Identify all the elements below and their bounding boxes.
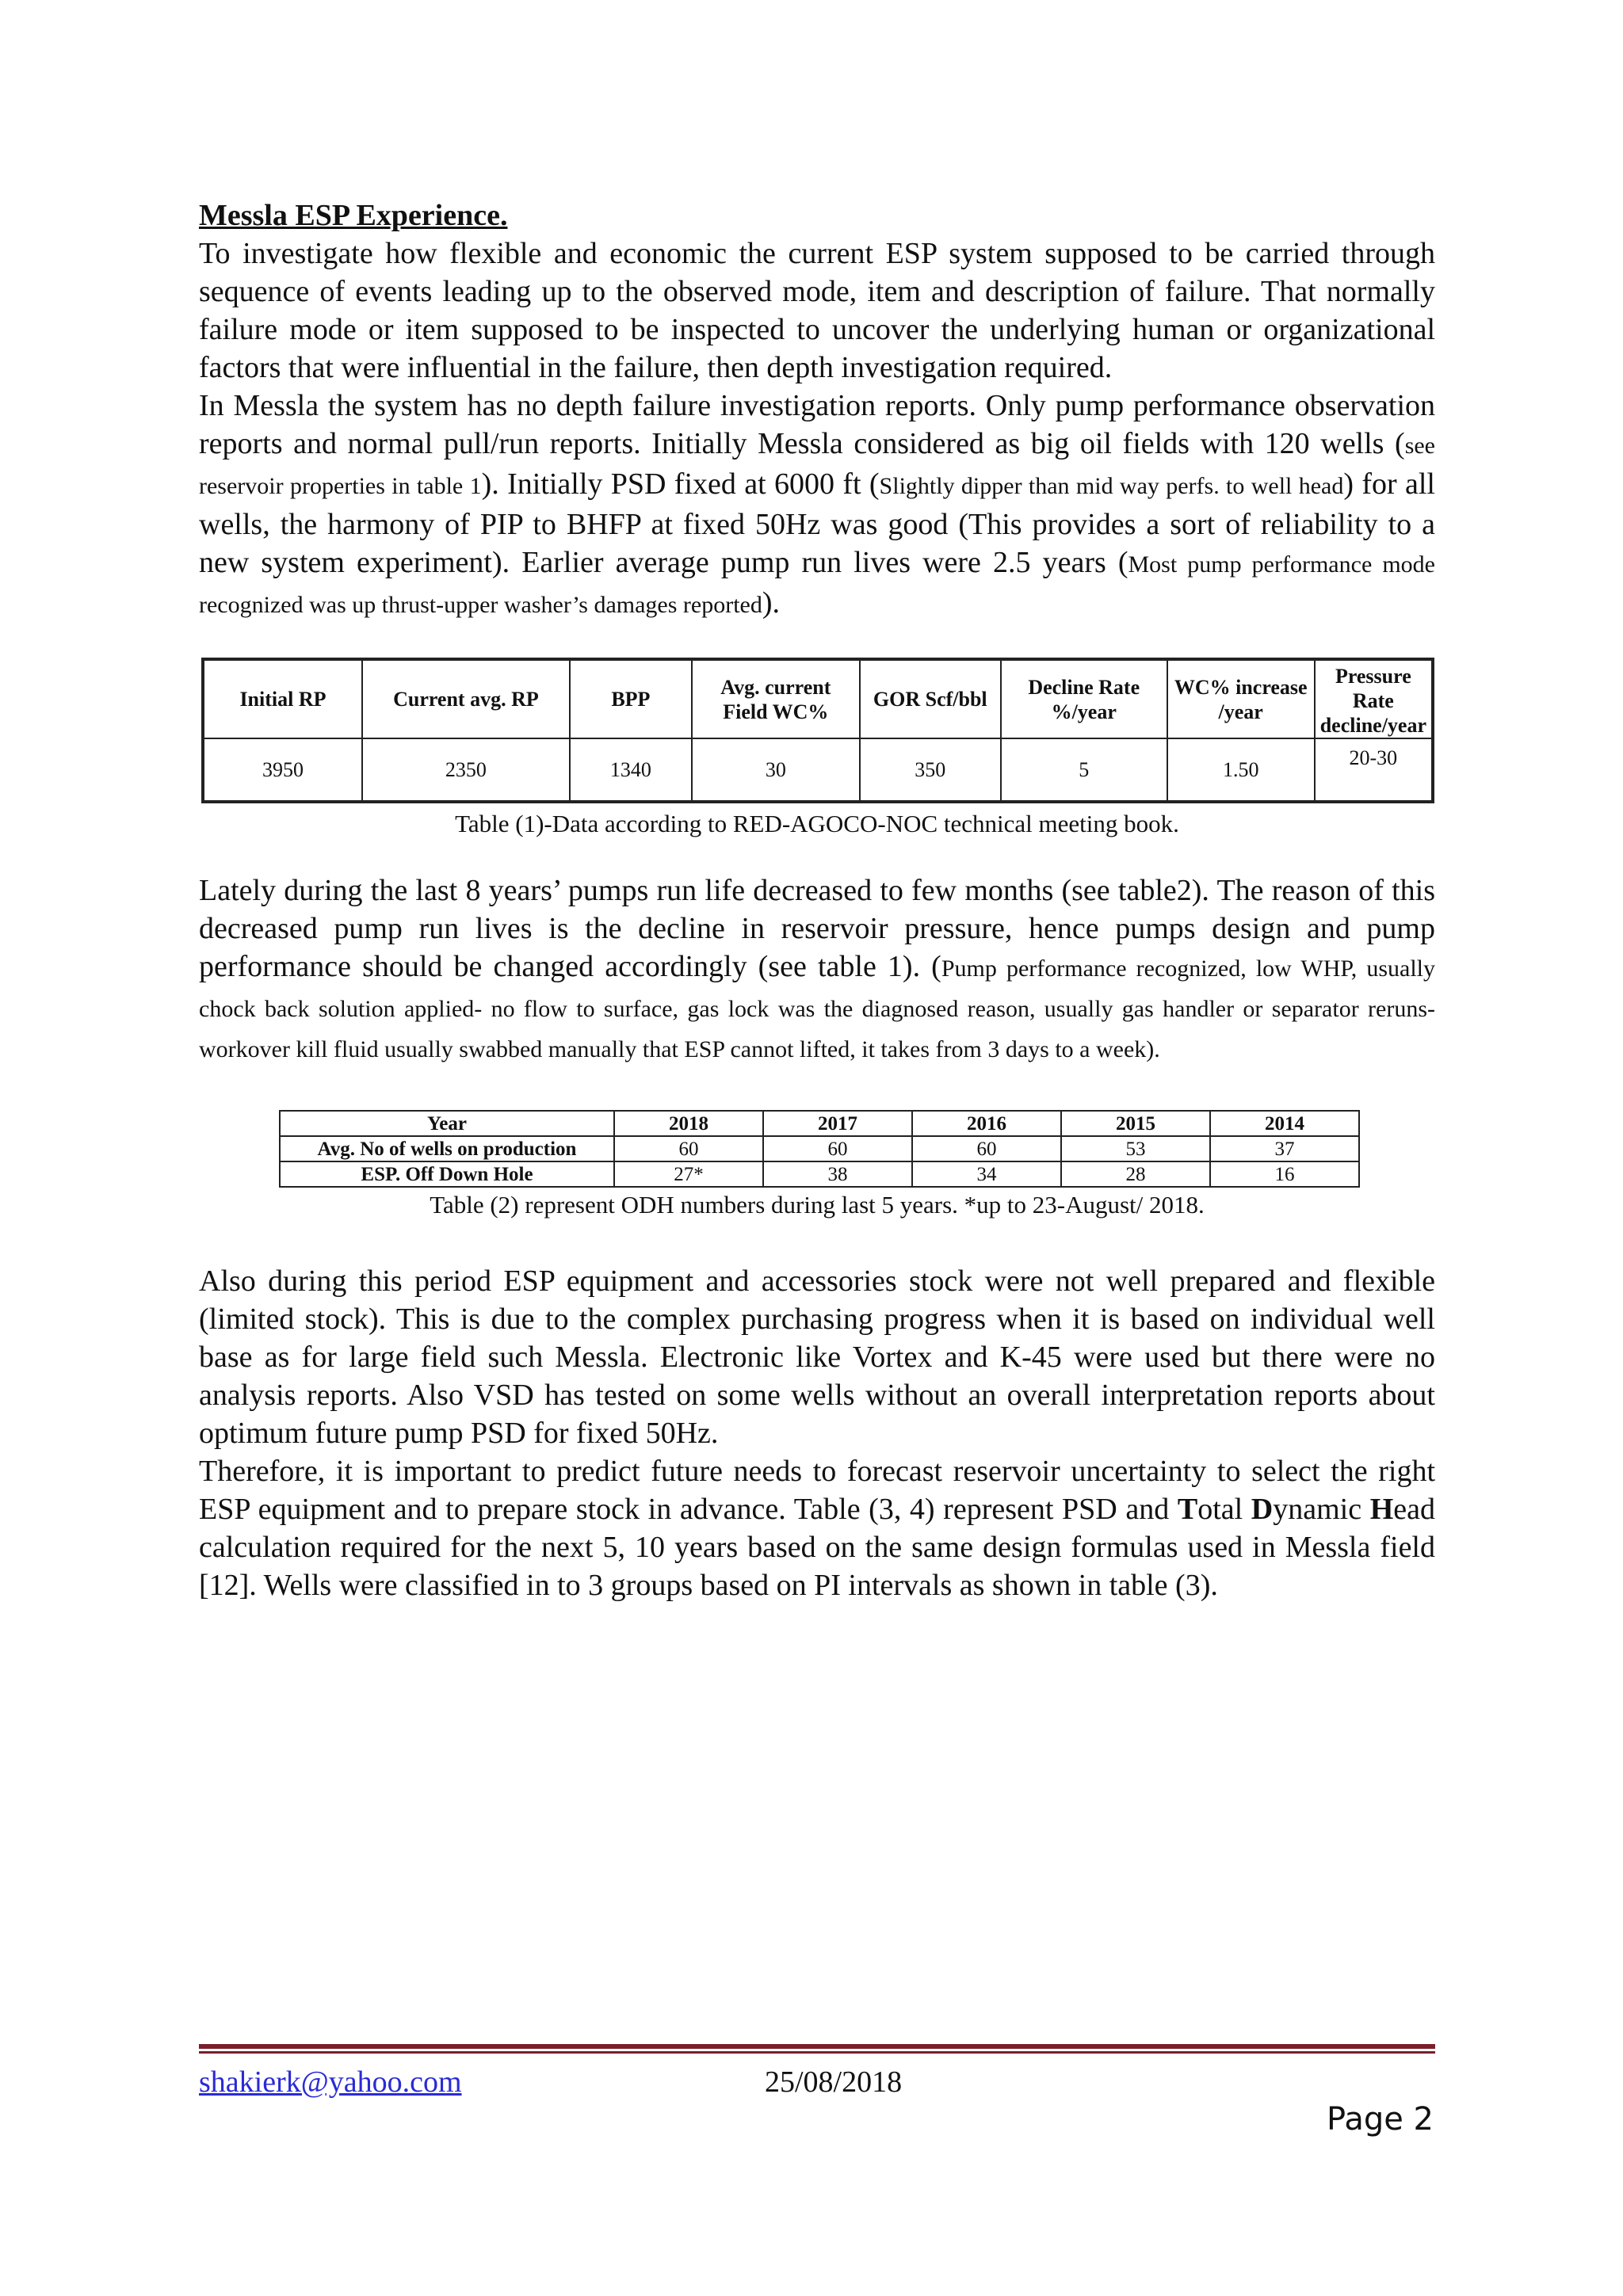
paragraph-5: Therefore, it is important to predict future needs to forecast reservoir uncertainty to select the right ESP equipment and to prepare stock in advance. Table (3, 4) represent PSD and Total Dynamic Head calculation required for the next 5, 10 years based on the same design formulas used in Messla field [12]. Wells were classified in to 3 groups based on PI intervals as shown in table (3).: [199, 1455, 1436, 1602]
footer-email-link[interactable]: shakierk@yahoo.com: [199, 2065, 462, 2099]
table-cell: 16: [1210, 1161, 1359, 1187]
document-body: [199, 196, 1435, 1604]
table-header-cell: WC% increase /year: [1167, 659, 1315, 738]
page-number: Page 2: [1327, 2101, 1434, 2138]
table-cell: Avg. No of wells on production: [280, 1136, 614, 1161]
table-cell: 2350: [362, 738, 570, 802]
table-row: [280, 1136, 1359, 1161]
table-cell: 30: [692, 738, 860, 802]
table-cell: 27*: [614, 1161, 763, 1187]
table-cell: 60: [614, 1136, 763, 1161]
table-header-cell: 2017: [763, 1111, 912, 1136]
table-cell: 1.50: [1167, 738, 1315, 802]
table-header-cell: Initial RP: [203, 659, 362, 738]
table-header-row: [280, 1111, 1359, 1136]
table-cell: 20-30: [1315, 738, 1433, 802]
footer-date: 25/08/2018: [765, 2065, 903, 2099]
table-header-cell: 2015: [1061, 1111, 1210, 1136]
table-header-cell: 2014: [1210, 1111, 1359, 1136]
table-cell: 1340: [570, 738, 692, 802]
paragraph-1: To investigate how flexible and economic the current ESP system supposed to be carried through sequence of events leading up to the observed mode, item and description of failure. That normally failure mode or item supposed to be inspected to uncover the underlying human or organizational factors that were influential in the failure, then depth investigation required.: [199, 237, 1435, 384]
table-2-caption: Table (2) represent ODH numbers during last 5 years. *up to 23-August/ 2018.: [430, 1191, 1205, 1219]
table-header-cell: GOR Scf/bbl: [860, 659, 1001, 738]
table-header-cell: Pressure Rate decline/year: [1315, 659, 1433, 738]
table-header-cell: BPP: [570, 659, 692, 738]
odh-table: [279, 1110, 1360, 1188]
table-cell: 37: [1210, 1136, 1359, 1161]
reservoir-properties-table: [201, 658, 1434, 803]
footer-divider: [199, 2044, 1435, 2054]
table-cell: 3950: [203, 738, 362, 802]
table-cell: 5: [1001, 738, 1167, 802]
table-cell: 53: [1061, 1136, 1210, 1161]
table-cell: 28: [1061, 1161, 1210, 1187]
table-header-cell: 2016: [912, 1111, 1061, 1136]
paragraph-4: Also during this period ESP equipment and accessories stock were not well prepared and flexible (limited stock). This is due to the complex purchasing progress when it is based on individual well base as for large field such Messla. Electronic like Vortex and K-45 were used but there were no analysis reports. Also VSD has tested on some wells without an overall interpretation reports about optimum future pump PSD for fixed 50Hz.: [199, 1264, 1435, 1450]
table-header-cell: Current avg. RP: [362, 659, 570, 738]
table-1-caption: Table (1)-Data according to RED-AGOCO-NOC technical meeting book.: [455, 810, 1179, 837]
table-row: [280, 1161, 1359, 1187]
table-cell: 350: [860, 738, 1001, 802]
table-header-cell: Decline Rate %/year: [1001, 659, 1167, 738]
table-header-cell: 2018: [614, 1111, 763, 1136]
paragraph-2: In Messla the system has no depth failure investigation reports. Only pump performance observation reports and normal pull/run reports. Initially Messla considered as big oil fields with 120 wells (see reservoir properties in table 1). Initially PSD fixed at 6000 ft (Slightly dipper than mid way perfs. to well head) for all wells, the harmony of PIP to BHFP at fixed 50Hz was good (This provides a sort of reliability to a new system experiment). Earlier average pump run lives were 2.5 years (Most pump performance mode recognized was up thrust-upper washer’s damages reported).: [199, 389, 1435, 620]
table-cell: 38: [763, 1161, 912, 1187]
table-cell: 34: [912, 1161, 1061, 1187]
table-cell: 60: [912, 1136, 1061, 1161]
table-header-cell: Year: [280, 1111, 614, 1136]
table-header-row: [203, 659, 1433, 738]
table-header-cell: Avg. current Field WC%: [692, 659, 860, 738]
table-row: [203, 738, 1433, 802]
table-cell: 60: [763, 1136, 912, 1161]
section-heading: Messla ESP Experience.: [199, 199, 508, 232]
table-cell: ESP. Off Down Hole: [280, 1161, 614, 1187]
paragraph-3: Lately during the last 8 years’ pumps run life decreased to few months (see table2). The reason of this decreased pump run lives is the decline in reservoir pressure, hence pumps design and pump performance should be changed accordingly (see table 1). (Pump performance recognized, low WHP, usually chock back solution applied- no flow to surface, gas lock was the diagnosed reason, usually gas handler or separator reruns- workover kill fluid usually swabbed manually that ESP cannot lifted, it takes from 3 days to a week).: [199, 874, 1435, 1062]
